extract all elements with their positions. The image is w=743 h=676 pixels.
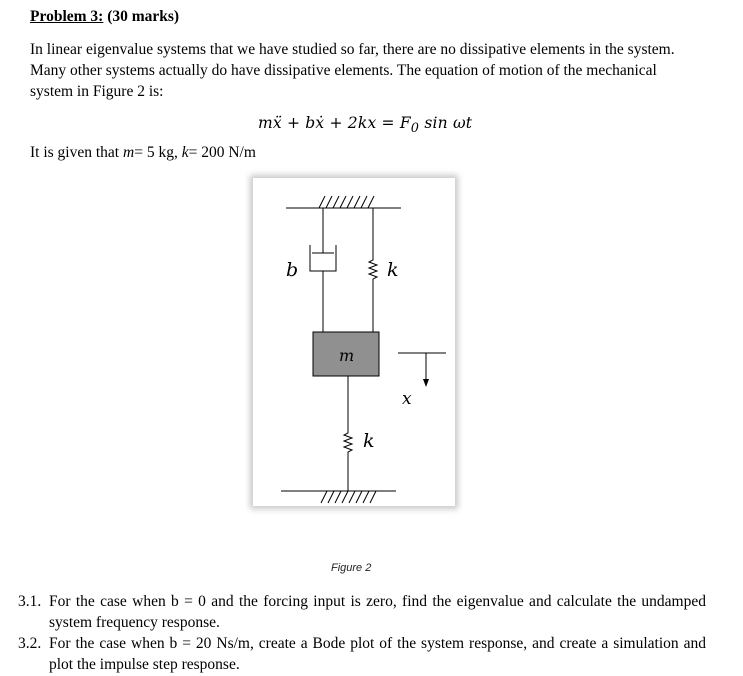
equation-rhs: sin ωt — [419, 114, 473, 132]
given-lead: It is given that — [30, 144, 123, 161]
given-m-value: = 5 kg, — [134, 144, 182, 161]
equation-of-motion — [258, 114, 472, 136]
top-spring-label-k: k — [387, 259, 399, 281]
mechanical-system-figure — [253, 178, 455, 506]
given-m-symbol: m — [123, 144, 135, 161]
question-number: 3.1. — [18, 593, 42, 610]
bottom-wall-hatch — [321, 491, 376, 503]
mass-spring-damper-diagram — [253, 178, 455, 506]
bottom-spring — [344, 376, 352, 491]
bottom-spring-label-k: k — [363, 430, 375, 452]
equation-subscript: 0 — [410, 121, 420, 137]
question-text: For the case when b = 20 Ns/m, create a Bode plot of the system response, and create a simulation and plot the impulse step response. — [49, 635, 706, 673]
intro-paragraph: In linear eigenvalue systems that we have studied so far, there are no dissipative elements in the system. Many other systems actually do have dissipative elements. The equation of motion of the mechanical system in Figure 2 is: — [30, 41, 675, 100]
top-spring — [369, 208, 377, 332]
equation-lhs: mẍ + bẋ + 2kx = F — [258, 114, 411, 132]
given-k-symbol: k — [181, 144, 189, 161]
problem-heading: Problem 3: — [30, 8, 104, 25]
question-text: For the case when b = 0 and the forcing input is zero, find the eigenvalue and calculate the undamped system frequency response. — [49, 593, 706, 631]
question-number: 3.2. — [18, 635, 42, 652]
displacement-arrow-head — [423, 379, 429, 387]
given-values — [30, 144, 256, 162]
displacement-label-x: x — [402, 389, 412, 409]
problem-title — [30, 8, 179, 26]
problem-marks: (30 marks) — [107, 8, 180, 25]
figure-caption: Figure 2 — [331, 562, 372, 574]
top-wall-hatch — [319, 196, 374, 208]
mass-label-m: m — [339, 346, 355, 365]
given-k-value: = 200 N/m — [188, 144, 256, 161]
damper-label-b: b — [286, 259, 299, 281]
